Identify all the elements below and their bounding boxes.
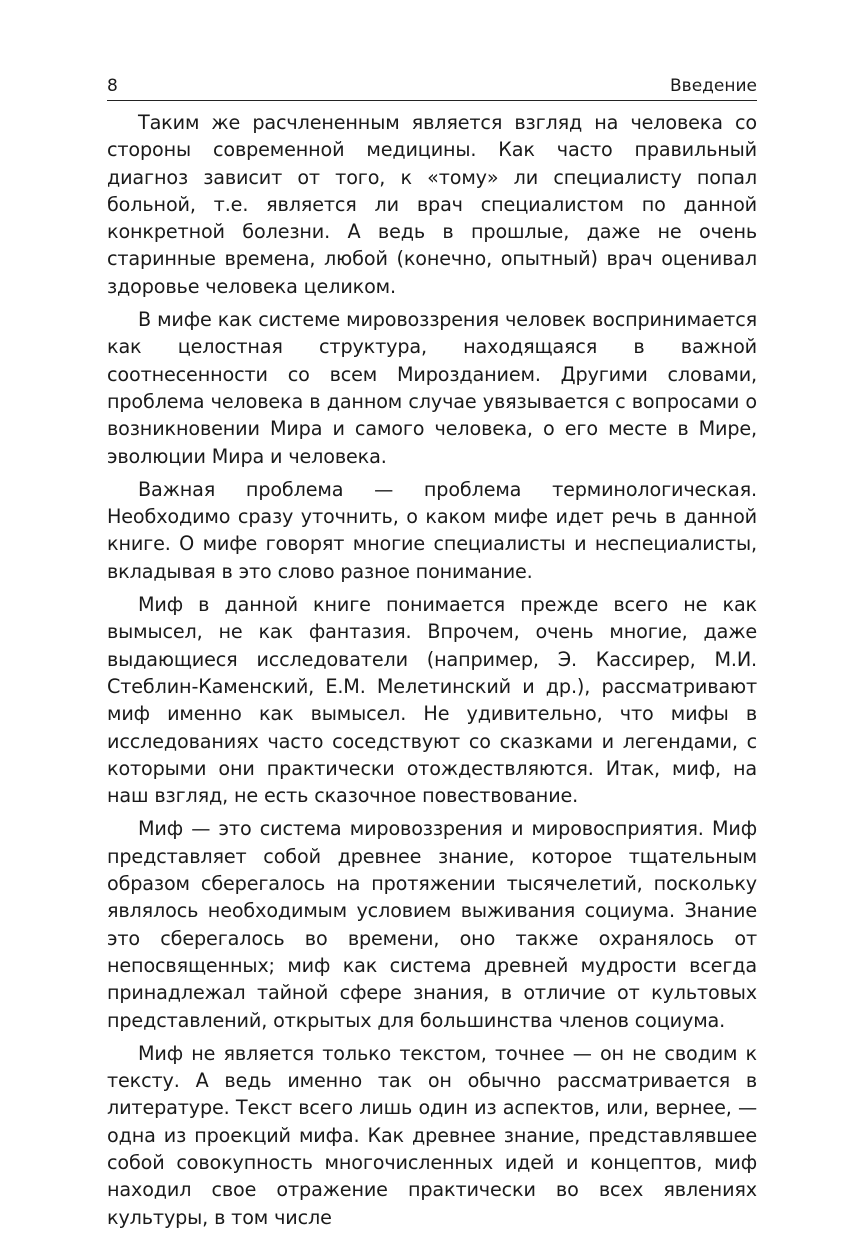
paragraph-2: В мифе как системе мировоззрения человек воспринимается как целостная структура, находящаяся в важной соотнесенности со всем Мирозданием. Другими словами, проблема человека в данном случае увязывается с вопросами о возникновении Мира и самого человека, о его месте в Мире, эволюции Мира и человека. xyxy=(107,308,757,468)
paragraph-4: Миф в данной книге понимается прежде всего не как вымысел, не как фантазия. Впрочем, очень многие, даже выдающиеся исследователи (например, Э. Кассирер, М.И. Стеблин-Каменский, Е.М. Мелетинский и др.), рассматривают миф именно как вымысел. Не удивительно, что мифы в исследованиях часто соседствуют со сказками и легендами, с которыми они практически отождествляются. Итак, миф, на наш взгляд, не есть сказочное повествование. xyxy=(107,593,757,808)
section-title: Введение xyxy=(670,76,757,96)
body-text xyxy=(107,109,757,1231)
paragraph-1: Таким же расчлененным является взгляд на человека со стороны современной медицины. Как часто правильный диагноз зависит от того, к «тому» ли специалисту попал больной, т.е. является ли врач специалистом по данной конкретной болезни. А ведь в прошлые, даже не очень старинные времена, любой (конечно, опытный) врач оценивал здоровье человека целиком. xyxy=(107,111,757,298)
paragraph-5: Миф — это система мировоззрения и мировосприятия. Миф представляет собой древнее знание, которое тщательным образом сберегалось на протяжении тысячелетий, поскольку являлось необходимым условием выживания социума. Знание это сберегалось во времени, оно также охранялось от непосвященных; миф как система древней мудрости всегда принадлежал тайной сфере знания, в отличие от культовых представлений, открытых для большинства членов социума. xyxy=(107,817,757,1032)
paragraph-3: Важная проблема — проблема терминологическая. Необходимо сразу уточнить, о каком мифе идет речь в данной книге. О мифе говорят многие специалисты и неспециалисты, вкладывая в это слово разное понимание. xyxy=(107,477,757,583)
book-page xyxy=(107,72,757,1237)
running-head xyxy=(107,72,757,101)
page-number: 8 xyxy=(107,76,118,96)
paragraph-6: Миф не является только текстом, точнее — он не сводим к тексту. А ведь именно так он обычно рассматривается в литературе. Текст всего лишь один из аспектов, или, вернее, — одна из проекций мифа. Как древнее знание, представлявшее собой совокупность многочисленных идей и концептов, миф находил свое отражение практически во всех явлениях культуры, в том числе xyxy=(107,1041,757,1229)
